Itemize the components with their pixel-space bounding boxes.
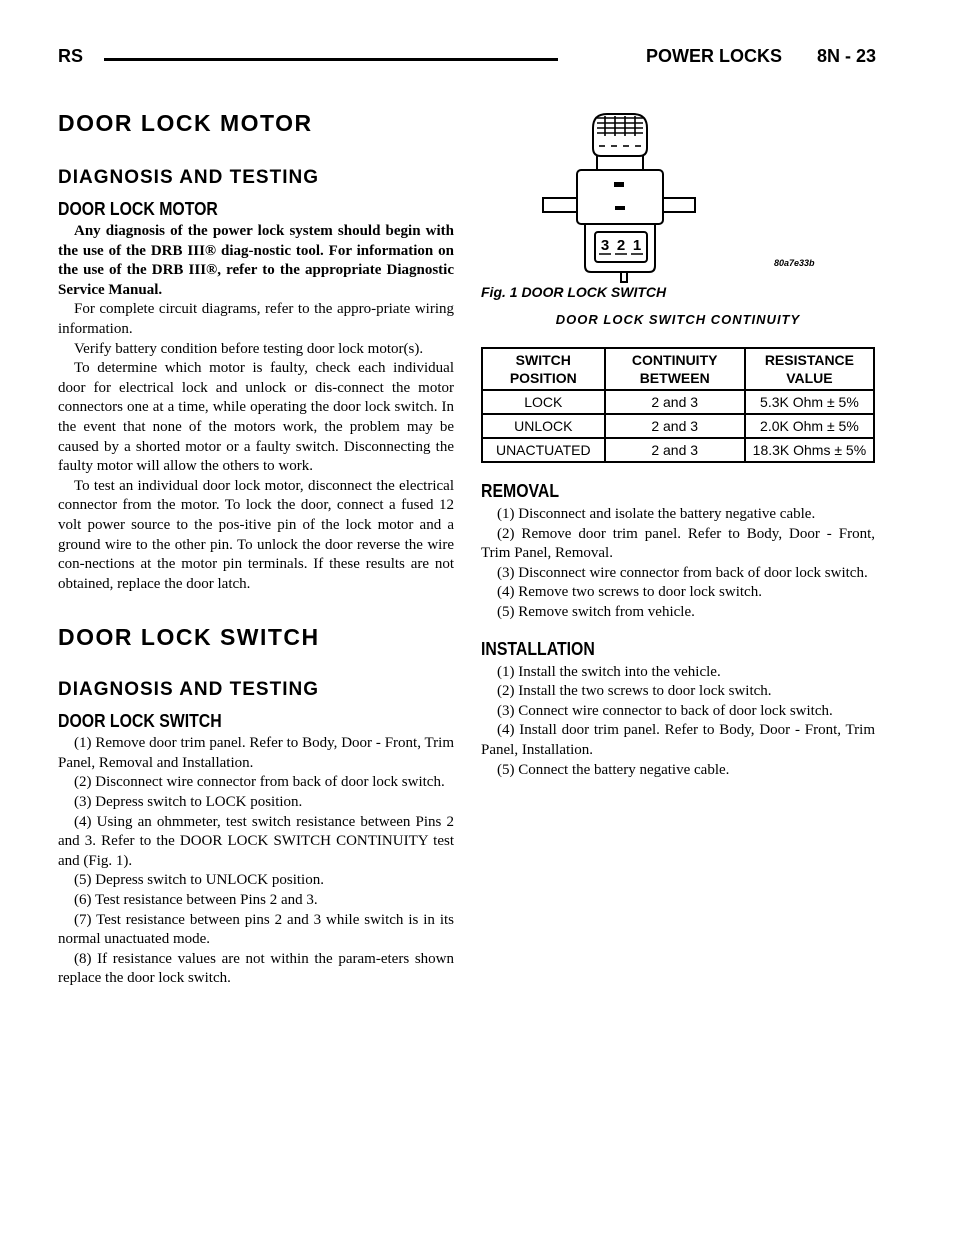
pin-label-1: 1 [632,237,642,254]
table-header: CONTINUITY BETWEEN [605,348,745,390]
installation-step: (3) Connect wire connector to back of door lock switch. [497,702,833,719]
table-header: SWITCH POSITION [482,348,605,390]
continuity-table [481,347,875,463]
motor-diag-heading: DIAGNOSIS AND TESTING [58,167,319,188]
page-header [58,44,876,74]
door-lock-switch-figure [481,106,875,284]
removal-step: (1) Disconnect and isolate the battery negative cable. [497,506,816,522]
switch-step: (1) Remove door trim panel. Refer to Body, Door - Front, Trim Panel, Removal and Installation. [58,735,454,771]
switch-step: (6) Test resistance between Pins 2 and 3. [74,892,318,909]
installation-step: (1) Install the switch into the vehicle. [497,663,721,680]
installation-step: (4) Install door trim panel. Refer to Body, Door - Front, Trim Panel, Installation. [481,722,875,758]
removal-heading: REMOVAL [481,481,560,501]
removal-step: (4) Remove two screws to door lock switch. [497,584,762,601]
table-cell: UNLOCK [482,414,605,438]
switch-step: (3) Depress switch to LOCK position. [74,794,303,811]
table-cell: 5.3K Ohm ± 5% [745,390,874,414]
table-cell: LOCK [482,390,605,414]
table-row [482,414,874,438]
motor-paragraph: Verify battery condition before testing door lock motor(s). [74,340,424,357]
motor-paragraph: Any diagnosis of the power lock system should begin with the use of the DRB III® diag-nostic tool. For information on the use of the DRB III®, refer to the appropriate Diagnostic Service Manual. [58,223,454,298]
section-code: RS [58,46,84,66]
removal-step: (5) Remove switch from vehicle. [497,603,695,620]
motor-paragraph: For complete circuit diagrams, refer to the appro-priate wiring information. [58,301,454,337]
motor-sub-heading: DOOR LOCK MOTOR [58,199,218,219]
switch-diag-heading: DIAGNOSIS AND TESTING [58,679,319,701]
pin-label-3: 3 [600,237,610,254]
table-cell: UNACTUATED [482,438,605,462]
motor-section-title: DOOR LOCK MOTOR [58,110,313,136]
motor-paragraph: To test an individual door lock motor, disconnect the electrical connector from the motor. To lock the door, connect a fused 12 volt power source to the pos-itive pin of the lock motor and a ground wire to the other pin. To unlock the door reverse the wire con-nections at the motor pin terminals. If these results are not obtained, replace the door latch. [58,477,454,592]
switch-section-title: DOOR LOCK SWITCH [58,624,320,651]
switch-step: (8) If resistance values are not within the param-eters shown replace the door lock switch. [58,950,454,987]
table-cell: 18.3K Ohms ± 5% [745,438,874,462]
removal-step: (2) Remove door trim panel. Refer to Body, Door - Front, Trim Panel, Removal. [481,525,875,562]
figure-caption: Fig. 1 DOOR LOCK SWITCH [481,284,667,300]
switch-step: (4) Using an ohmmeter, test switch resistance between Pins 2 and 3. Refer to the DOOR LOCK SWITCH CONTINUITY test and (Fig. 1). [58,813,454,869]
switch-drawing [481,106,875,284]
table-row [482,438,874,462]
switch-step: (7) Test resistance between pins 2 and 3 while switch is in its normal unactuated mode. [58,911,454,948]
removal-step: (3) Disconnect wire connector from back of door lock switch. [497,564,868,581]
table-cell: 2 and 3 [605,390,745,414]
page-number: 8N - 23 [816,46,876,66]
table-cell: 2.0K Ohm ± 5% [745,414,874,438]
installation-step: (5) Connect the battery negative cable. [497,761,730,778]
right-column [481,106,875,780]
motor-paragraph: To determine which motor is faulty, check each individual door for electrical lock and unlock or dis-connect the motor connectors one at a time, while operating the door lock switch. In the event that none of the motors work, the problem may be caused by a shorted motor or a faulty switch. Disconnecting the faulty motor will allow the others to work. [58,360,454,475]
table-header: RESISTANCE VALUE [745,348,874,390]
installation-heading: INSTALLATION [481,638,595,659]
installation-step: (2) Install the two screws to door lock switch. [497,683,772,700]
switch-sub-heading: DOOR LOCK SWITCH [58,711,222,732]
pin-label-2: 2 [616,237,626,254]
switch-step: (5) Depress switch to UNLOCK position. [74,872,324,889]
header-rule [104,58,558,61]
table-cell: 2 and 3 [605,438,745,462]
table-cell: 2 and 3 [605,414,745,438]
table-title: DOOR LOCK SWITCH CONTINUITY [555,312,801,327]
left-column [58,110,454,989]
figure-code: 80a7e33b [774,258,815,268]
table-row [482,390,874,414]
chapter-title: POWER LOCKS [645,46,782,66]
switch-step: (2) Disconnect wire connector from back of door lock switch. [74,774,445,791]
